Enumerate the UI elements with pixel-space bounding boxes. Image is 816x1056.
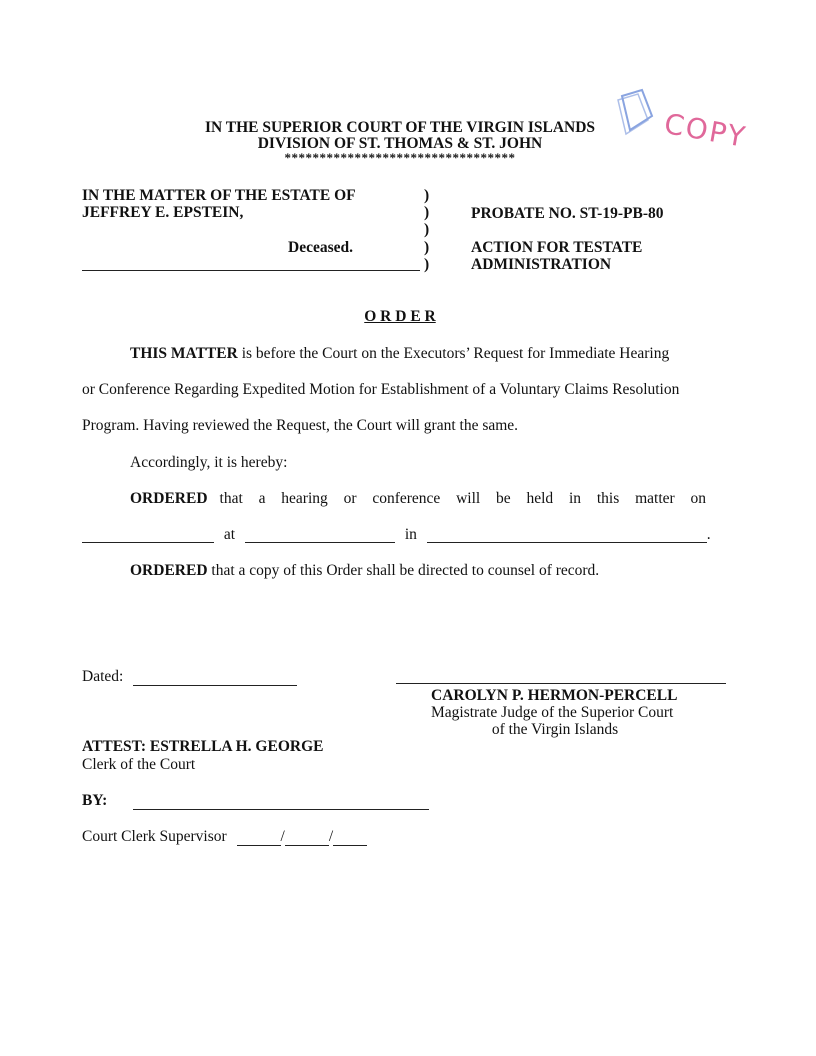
copy-stamp-text: COPY [661,107,750,154]
month-blank[interactable] [237,831,281,846]
paragraph-3-word: held [526,490,554,507]
time-blank[interactable] [245,528,395,543]
deceased-label: Deceased. [288,239,353,256]
asterisk-divider: ********************************* [284,150,516,165]
paragraph-3-word: be [496,490,511,507]
court-division: DIVISION OF ST. THOMAS & ST. JOHN [257,135,543,152]
paragraph-3-word: on [690,490,706,507]
ordered-bold: ORDERED [130,490,208,507]
judge-signature-line[interactable] [396,683,726,684]
paragraph-3-word: hearing [281,490,328,507]
paragraph-3-word: a [258,490,266,507]
paragraph-3-word: or [343,490,357,507]
paragraph-3-word: will [456,490,481,507]
clerk-title: Clerk of the Court [82,756,196,773]
judge-title-1: Magistrate Judge of the Superior Court [431,704,674,721]
ordered-bold-2: ORDERED [130,562,208,579]
paragraph-1-line-3: Program. Having reviewed the Request, the Court will grant the same. [82,417,519,434]
matter-line-2: JEFFREY E. EPSTEIN, [82,204,244,221]
action-line-2: ADMINISTRATION [471,256,612,273]
paragraph-1-line-1: is before the Court on the Executors’ Request for Immediate Hearing [237,345,670,362]
caption-paren: ) [424,239,430,256]
day-blank[interactable] [285,831,329,846]
paragraph-4-text: that a copy of this Order shall be directed to counsel of record. [207,562,600,579]
this-matter-bold: THIS MATTER [130,345,238,362]
paragraph-3-word: in [569,490,582,507]
paragraph-3-word: conference [372,490,441,507]
matter-line-1: IN THE MATTER OF THE ESTATE OF [82,187,356,204]
judge-title-2: of the Virgin Islands [491,721,619,738]
caption-paren: ) [424,187,430,204]
paragraph-1-line-2: or Conference Regarding Expedited Motion for Establishment of a Voluntary Claims Resolution [82,381,680,398]
paragraph-2: Accordingly, it is hereby: [130,454,288,471]
caption-paren: ) [424,204,430,221]
dated-blank[interactable] [133,671,297,686]
by-signature-blank[interactable] [133,795,429,810]
attest-line: ATTEST: ESTRELLA H. GEORGE [82,738,324,755]
paragraph-3-text [220,491,706,507]
paragraph-3-word: this [596,490,620,507]
at-label: at [223,526,236,543]
date-slash: / [328,828,334,845]
caption-underline [82,270,420,271]
judge-name: CAROLYN P. HERMON-PERCELL [431,687,678,704]
date-slash: / [280,828,285,845]
by-label: BY: [82,792,108,809]
caption-paren: ) [424,221,430,238]
period: . [706,526,711,543]
paragraph-3-word: matter [635,490,675,507]
in-label: in [404,526,417,543]
court-name: IN THE SUPERIOR COURT OF THE VIRGIN ISLANDS [204,119,596,136]
copy-stamp-icon [612,86,658,136]
probate-number: PROBATE NO. ST-19-PB-80 [471,205,664,222]
location-blank[interactable] [427,528,707,543]
action-line-1: ACTION FOR TESTATE [471,239,643,256]
supervisor-label: Court Clerk Supervisor [82,828,227,845]
order-title: O R D E R [364,308,436,325]
date-blank[interactable] [82,528,214,543]
year-blank[interactable] [333,831,367,846]
dated-label: Dated: [82,668,124,685]
paragraph-3-word: that [219,490,243,507]
caption-paren: ) [424,256,430,273]
